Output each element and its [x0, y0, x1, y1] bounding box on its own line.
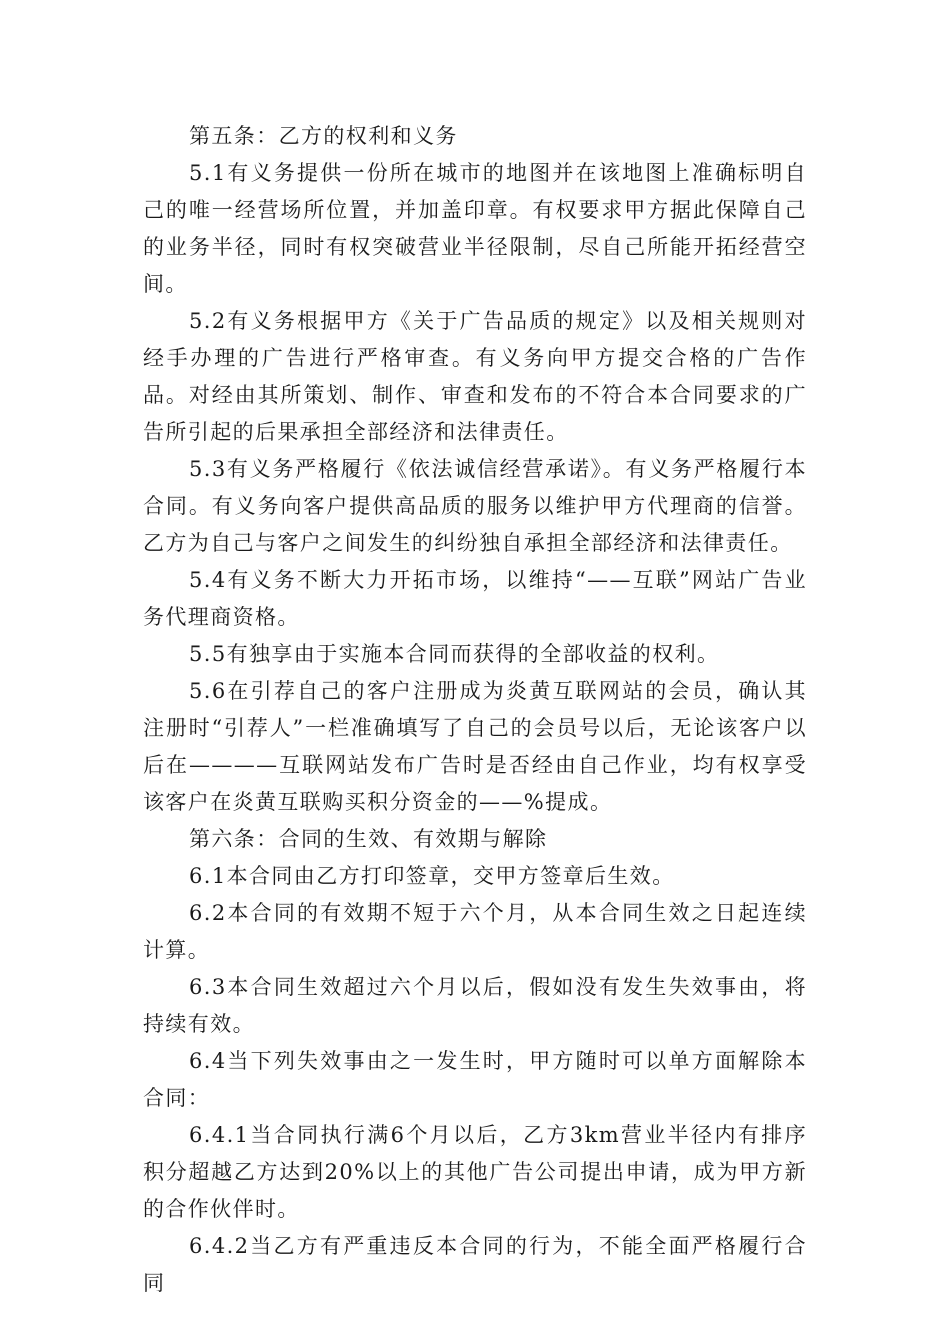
clause-5-6: 5.6在引荐自己的客户注册成为炎黄互联网站的会员，确认其注册时“引荐人”一栏准确填写了自己的会员号以后，无论该客户以后在————互联网站发布广告时是否经由自己作业，均有权享受该客户在炎黄互联购买积分资金的——%提成。 — [143, 679, 807, 814]
clause-5-5: 5.5有独享由于实施本合同而获得的全部收益的权利。 — [189, 642, 720, 666]
clause-6-4-2: 6.4.2当乙方有严重违反本合同的行为，不能全面严格履行合同 — [143, 1234, 807, 1295]
clause-6-2: 6.2本合同的有效期不短于六个月，从本合同生效之日起连续计算。 — [143, 901, 807, 962]
clause-6-4: 6.4当下列失效事由之一发生时，甲方随时可以单方面解除本合同： — [143, 1049, 807, 1110]
clause-5-1: 5.1有义务提供一份所在城市的地图并在该地图上准确标明自己的唯一经营场所位置，并加盖印章。有权要求甲方据此保障自己的业务半径，同时有权突破营业半径限制，尽自己所能开拓经营空间。 — [143, 161, 807, 296]
clause-6-4-1: 6.4.1当合同执行满6个月以后，乙方3km营业半径内有排序积分超越乙方达到20%以上的其他广告公司提出申请，成为甲方新的合作伙伴时。 — [143, 1123, 807, 1221]
clause-6-1: 6.1本合同由乙方打印签章，交甲方签章后生效。 — [189, 864, 675, 888]
section-heading-5: 第五条：乙方的权利和义务 — [189, 124, 458, 148]
clause-5-2: 5.2有义务根据甲方《关于广告品质的规定》以及相关规则对经手办理的广告进行严格审查。有义务向甲方提交合格的广告作品。对经由其所策划、制作、审查和发布的不符合本合同要求的广告所引起的后果承担全部经济和法律责任。 — [143, 309, 807, 444]
section-heading-6: 第六条：合同的生效、有效期与解除 — [189, 827, 548, 851]
clause-5-3: 5.3有义务严格履行《依法诚信经营承诺》。有义务严格履行本合同。有义务向客户提供高品质的服务以维护甲方代理商的信誉。乙方为自己与客户之间发生的纠纷独自承担全部经济和法律责任。 — [143, 457, 807, 555]
clause-6-3: 6.3本合同生效超过六个月以后，假如没有发生失效事由，将持续有效。 — [143, 975, 807, 1036]
document-body — [143, 118, 807, 1302]
clause-5-4: 5.4有义务不断大力开拓市场，以维持“——互联”网站广告业务代理商资格。 — [143, 568, 807, 629]
